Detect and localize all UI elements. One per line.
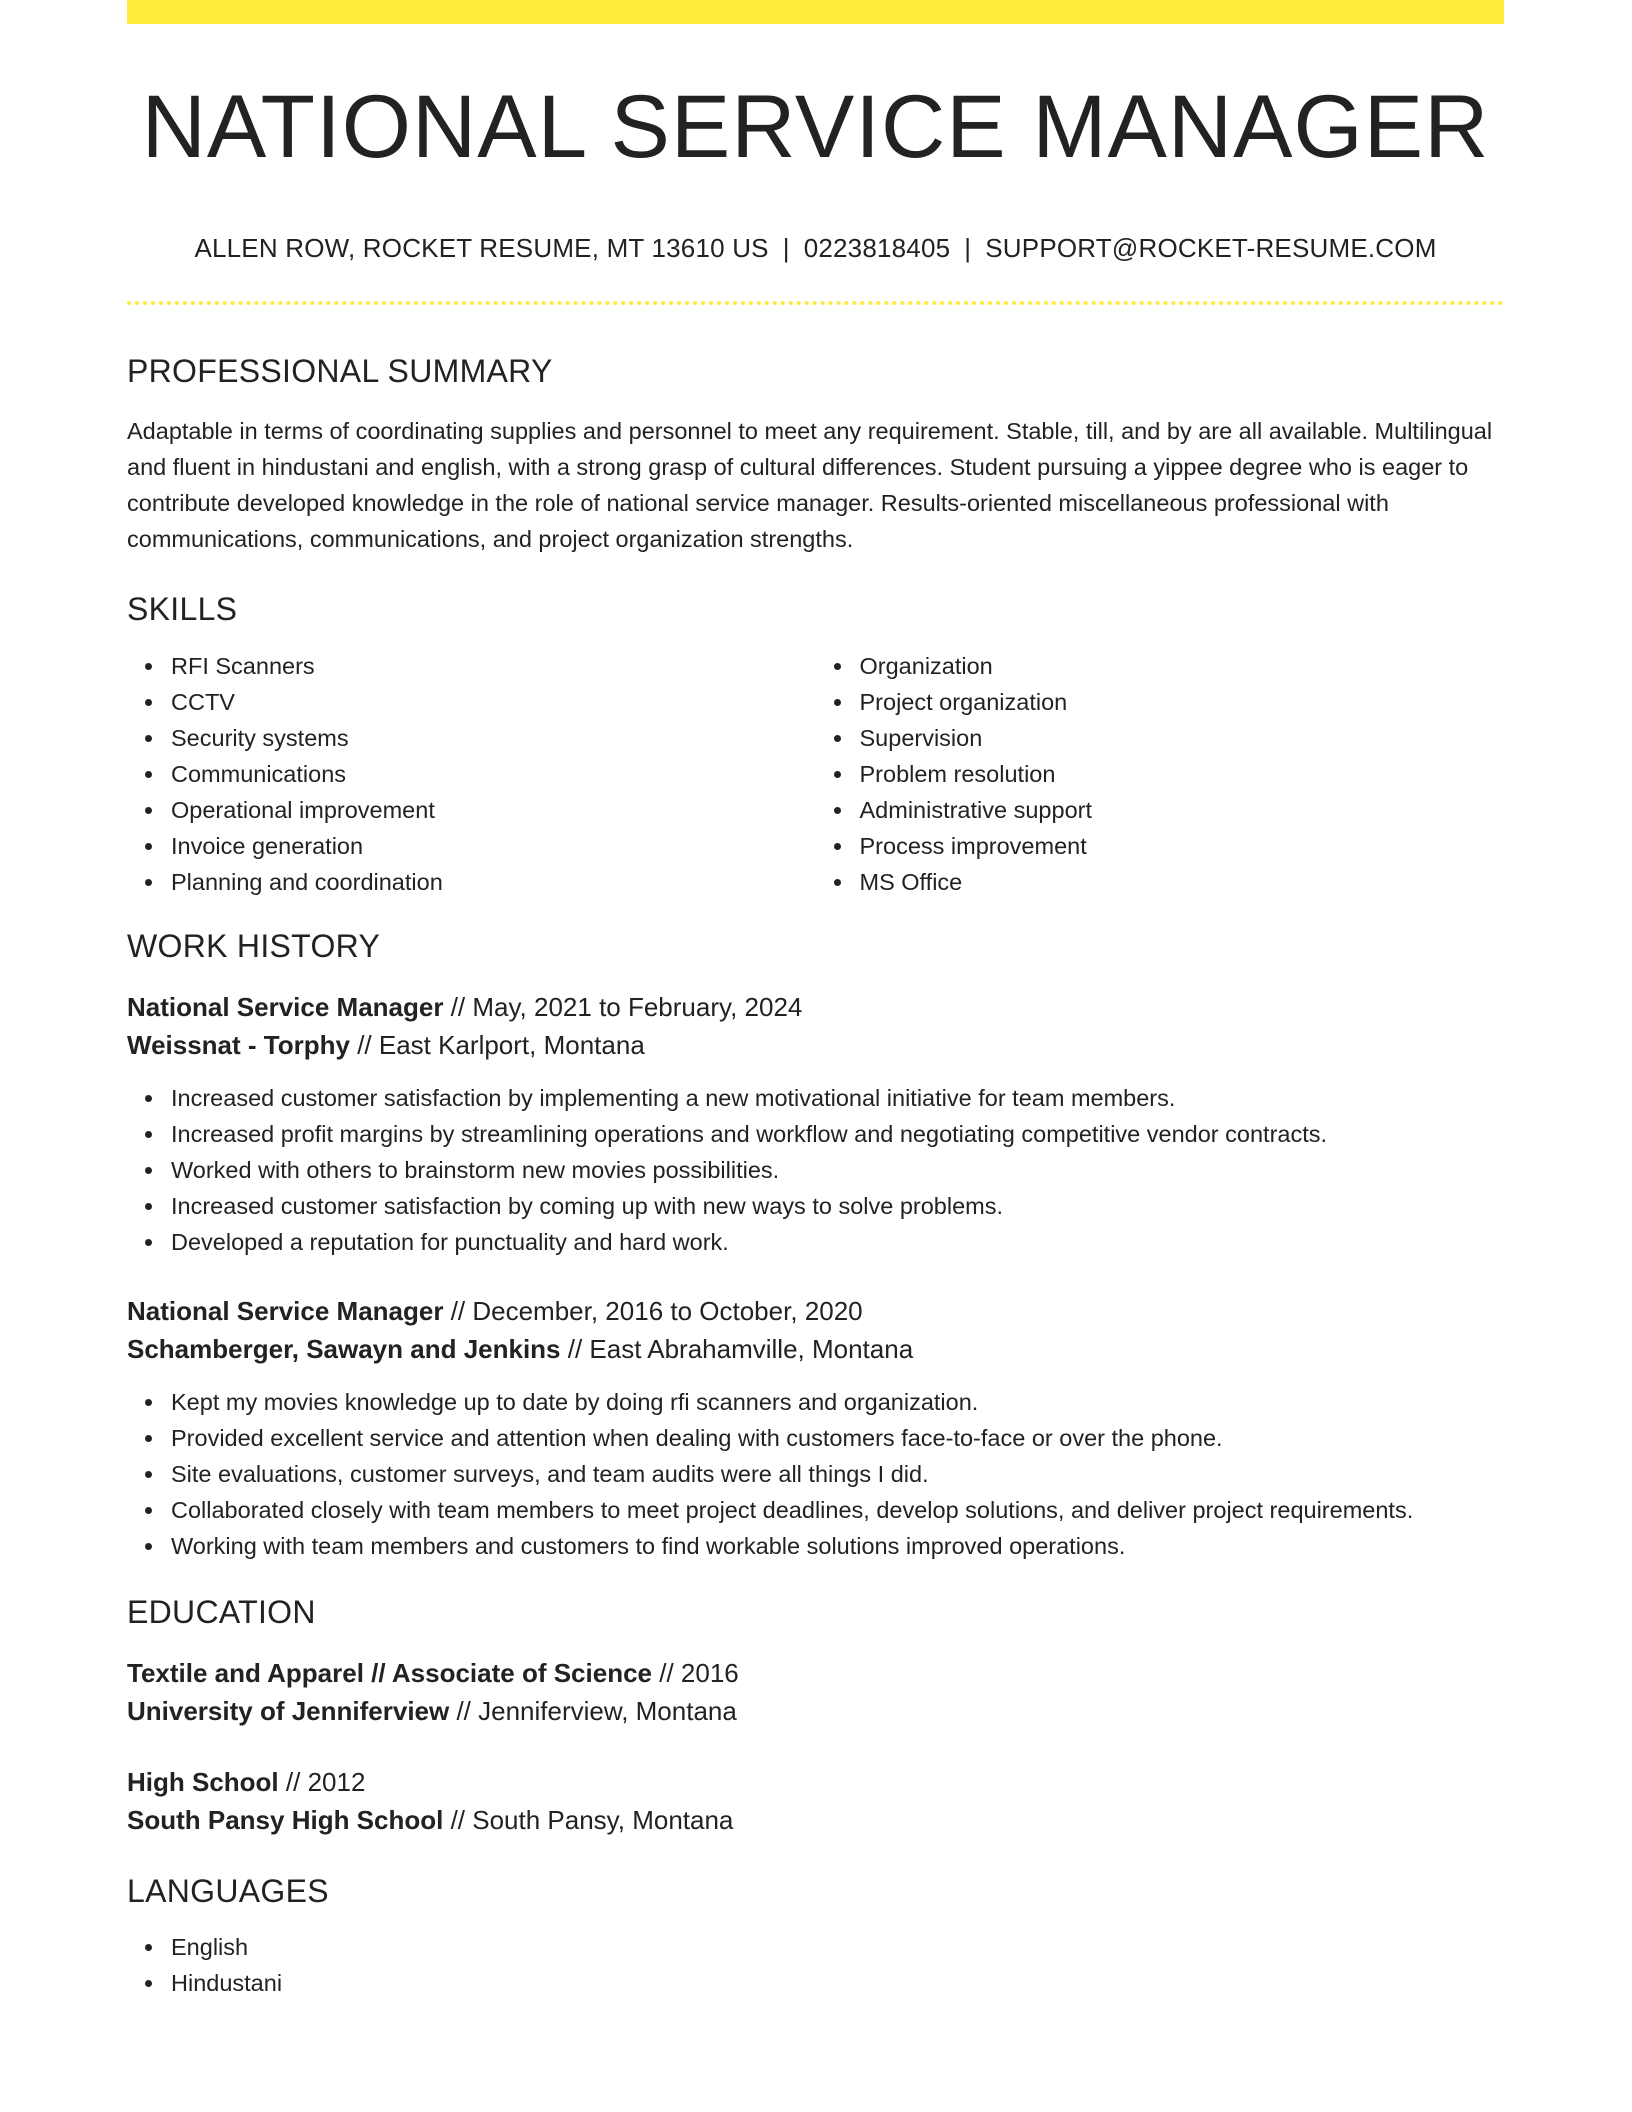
languages-heading: LANGUAGES	[127, 1873, 329, 1909]
job-bullets	[127, 1080, 1504, 1260]
work-history-heading: WORK HISTORY	[127, 928, 381, 964]
contact-address: ALLEN ROW, ROCKET RESUME, MT 13610 US	[194, 233, 769, 263]
job-bullet: Increased profit margins by streamlining operations and workflow and negotiating competitive vendor contracts.	[171, 1116, 1504, 1152]
skill-item: Organization	[860, 648, 1505, 684]
contact-phone: 0223818405	[803, 233, 951, 263]
accent-bar	[127, 0, 1504, 24]
job-title: National Service Manager	[127, 1296, 444, 1326]
job-bullet: Site evaluations, customer surveys, and team audits were all things I did.	[171, 1456, 1504, 1492]
skill-item: Communications	[171, 756, 816, 792]
job-title: National Service Manager	[127, 992, 444, 1022]
skills-heading: SKILLS	[127, 591, 238, 627]
job-bullet: Increased customer satisfaction by implementing a new motivational initiative for team members.	[171, 1080, 1504, 1116]
job-bullet: Working with team members and customers to find workable solutions improved operations.	[171, 1528, 1504, 1564]
contact-separator: |	[782, 233, 790, 263]
skill-item: Planning and coordination	[171, 864, 816, 900]
contact-line	[127, 233, 1504, 264]
resume-title: NATIONAL SERVICE MANAGER	[141, 76, 1490, 176]
summary-heading: PROFESSIONAL SUMMARY	[127, 353, 553, 389]
job-title-line	[127, 988, 1504, 1026]
job-title-line	[127, 1292, 1504, 1330]
contact-separator: |	[964, 233, 972, 263]
education-location: // Jenniferview, Montana	[449, 1696, 737, 1726]
job-location: // East Karlport, Montana	[349, 1030, 645, 1060]
dotted-divider	[127, 301, 1504, 305]
skill-item: MS Office	[860, 864, 1505, 900]
skill-item: CCTV	[171, 684, 816, 720]
education-heading: EDUCATION	[127, 1594, 316, 1630]
education-year: // 2012	[278, 1767, 366, 1797]
job-entry	[127, 1292, 1504, 1564]
job-bullet: Collaborated closely with team members to meet project deadlines, develop solutions, and deliver project requirements.	[171, 1492, 1504, 1528]
job-bullets	[127, 1384, 1504, 1564]
language-item: English	[171, 1929, 1504, 1965]
work-history-section	[127, 930, 1504, 1564]
job-company: Schamberger, Sawayn and Jenkins	[127, 1334, 561, 1364]
education-section	[127, 1596, 1504, 1839]
skill-item: Project organization	[860, 684, 1505, 720]
languages-section	[127, 1875, 1504, 2001]
education-entry	[127, 1654, 1504, 1730]
skill-item: Operational improvement	[171, 792, 816, 828]
education-year: // 2016	[652, 1658, 739, 1688]
summary-text: Adaptable in terms of coordinating supplies and personnel to meet any requirement. Stable, till, and by are all available. Multilingual and fluent in hindustani and english, with a strong grasp of cultural differences. Student pursuing a yippee degree who is eager to contribute developed knowledge in the role of national service manager. Results-oriented miscellaneous professional with communications, communications, and project organization strengths.	[127, 418, 1493, 552]
job-bullet: Developed a reputation for punctuality and hard work.	[171, 1224, 1504, 1260]
skills-section	[127, 593, 1504, 900]
skill-item: RFI Scanners	[171, 648, 816, 684]
skill-item: Supervision	[860, 720, 1505, 756]
job-company: Weissnat - Torphy	[127, 1030, 350, 1060]
job-dates: // May, 2021 to February, 2024	[443, 992, 803, 1022]
skill-item: Process improvement	[860, 828, 1505, 864]
language-item: Hindustani	[171, 1965, 1504, 2001]
job-bullet: Provided excellent service and attention when dealing with customers face-to-face or over the phone.	[171, 1420, 1504, 1456]
job-location: // East Abrahamville, Montana	[560, 1334, 914, 1364]
job-bullet: Worked with others to brainstorm new movies possibilities.	[171, 1152, 1504, 1188]
education-degree: Textile and Apparel // Associate of Science	[127, 1658, 652, 1688]
job-company-line	[127, 1026, 1504, 1064]
education-location: // South Pansy, Montana	[443, 1805, 734, 1835]
skill-item: Security systems	[171, 720, 816, 756]
skill-item: Problem resolution	[860, 756, 1505, 792]
education-degree-line	[127, 1654, 1504, 1692]
education-school-line	[127, 1692, 1504, 1730]
skill-item: Invoice generation	[171, 828, 816, 864]
education-school: University of Jenniferview	[127, 1696, 450, 1726]
skills-grid	[127, 648, 1504, 900]
job-bullet: Increased customer satisfaction by coming up with new ways to solve problems.	[171, 1188, 1504, 1224]
contact-email: SUPPORT@ROCKET-RESUME.COM	[985, 233, 1437, 263]
job-dates: // December, 2016 to October, 2020	[443, 1296, 863, 1326]
education-degree: High School	[127, 1767, 279, 1797]
job-entry	[127, 988, 1504, 1260]
education-school: South Pansy High School	[127, 1805, 444, 1835]
languages-list	[127, 1929, 1504, 2001]
skills-list-right	[816, 648, 1505, 900]
education-school-line	[127, 1801, 1504, 1839]
skill-item: Administrative support	[860, 792, 1505, 828]
skills-list-left	[127, 648, 816, 900]
resume-page	[127, 0, 1504, 2001]
summary-section	[127, 355, 1504, 557]
job-bullet: Kept my movies knowledge up to date by doing rfi scanners and organization.	[171, 1384, 1504, 1420]
education-degree-line	[127, 1763, 1504, 1801]
job-company-line	[127, 1330, 1504, 1368]
education-entry	[127, 1763, 1504, 1839]
